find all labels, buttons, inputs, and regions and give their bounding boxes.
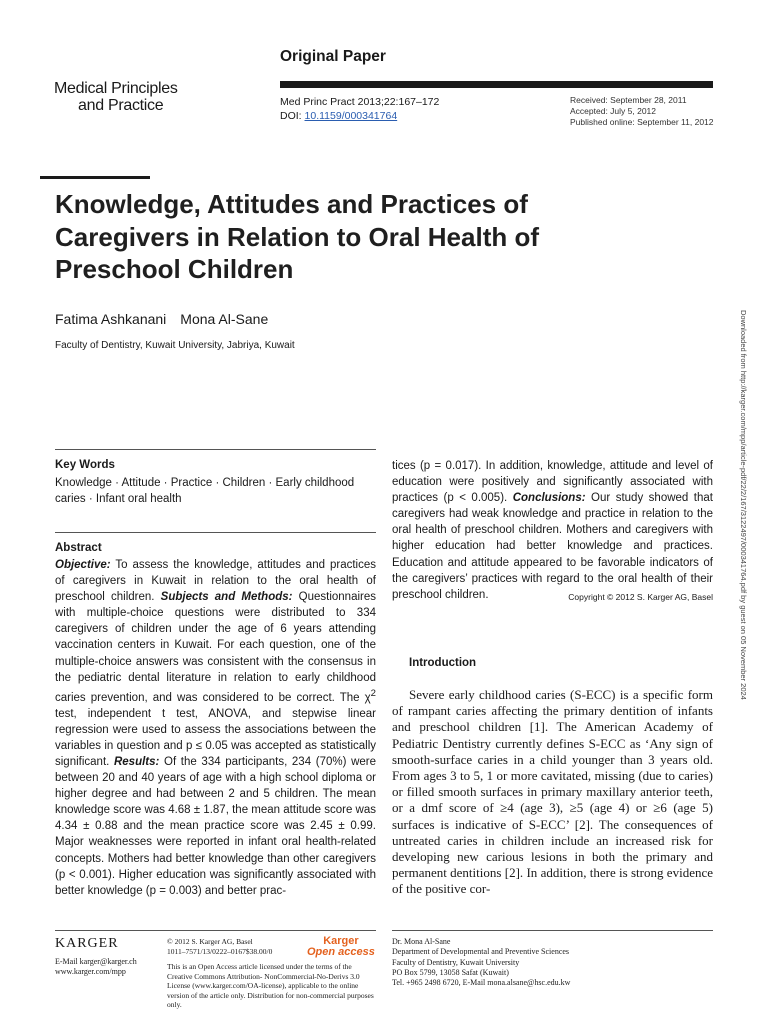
results-text: Of the 334 participants, 234 (70%) were between 20 and 40 years of age with a high school diploma or higher degree and had between 2 and 5 children. The mean knowledge score was 4.68 ± 1.87, the mean attitude score was 4.34 ± 0.88 and the mean practice score was 2.45 ± 0.99. Major weaknesses were reported in infant oral health-related concepts. Mothers had better knowledge than other caregivers (p < 0.001). Higher education was significantly associated with better knowledge (p = 0.003) and better prac- — [55, 755, 376, 897]
article-title: Knowledge, Attitudes and Practices of Caregivers in Relation to Oral Health of Preschool Children — [55, 189, 539, 284]
open-access-logo — [307, 936, 375, 958]
results-label: Results: — [113, 755, 160, 768]
doi-prefix: DOI: — [280, 110, 305, 122]
methods-label: Subjects and Methods: — [160, 591, 293, 604]
doi-line — [280, 109, 439, 123]
correspondence-line: PO Box 5799, 13058 Safat (Kuwait) — [392, 967, 509, 977]
introduction-text: Severe early childhood caries (S-ECC) is a specific form of rampant caries affecting the primary dentition of infants and preschool children [1]. The American Academy of Pediatric Dentistry currently defines S-ECC as ‘Any sign of smooth-surface caries in a child younger than 3 years old. From ages 3 to 5, 1 or more cavitated, missing (due to caries) or filled smooth surfaces in primary maxillary anterior teeth, or a dmf score of ≥4 (age 3), ≥5 (age 4) or ≥6 (age 5) surfaces is indicative of S-ECC’ [2]. The consequences of untreated caries in children include an increased risk for developing new carious lesions in both the primary and permanent dentitions [2]. In addition, there is strong evidence of the positive cor- — [392, 687, 713, 897]
header-rule — [280, 81, 713, 88]
title-rule — [40, 176, 150, 179]
publisher-website[interactable]: www.karger.com/mpp — [55, 967, 126, 976]
article-dates — [570, 95, 714, 128]
author-name: Fatima Ashkanani — [55, 311, 167, 327]
publisher-contact — [55, 957, 137, 977]
correspondence-line: Dr. Mona Al-Sane — [392, 937, 451, 946]
affiliation: Faculty of Dentistry, Kuwait University, Jabriya, Kuwait — [55, 340, 295, 351]
doi-link[interactable]: 10.1159/000341764 — [304, 110, 398, 122]
author-name: Mona Al-Sane — [180, 311, 269, 327]
keywords-rule — [55, 449, 376, 450]
abstract-copyright: Copyright © 2012 S. Karger AG, Basel — [568, 591, 713, 602]
author-list — [55, 311, 268, 327]
abstract-text-left — [55, 557, 376, 899]
karger-logo: KARGER — [55, 936, 119, 951]
keywords-text: Knowledge · Attitude · Practice · Children · Early childhood caries · Infant oral health — [55, 477, 355, 505]
footer-copyright: © 2012 S. Karger AG, Basel — [167, 937, 253, 946]
footer-issn: 1011–7571/13/0222–0167$38.00/0 — [167, 946, 273, 956]
citation-block — [280, 95, 439, 123]
correspondence-line: Department of Developmental and Preventive Sciences — [392, 947, 570, 957]
received-date: Received: September 28, 2011 — [570, 95, 687, 105]
conclusions-text: Our study showed that caregivers had weak knowledge and practice in relation to the oral health of preschool children. Mothers and caregivers with higher education had better knowledge and practices. Education and attitude appeared to be favorable indicators of the caregivers’ practices with regard to the oral health of their preschool children. — [392, 492, 713, 601]
results-text-cont: tices (p = 0.017). In addition, knowledge, attitude and level of education were positively and significantly associated with practices (p < 0.005). — [392, 460, 713, 505]
open-access-logo-top: Karger — [323, 935, 359, 947]
abstract-heading: Abstract — [55, 542, 102, 554]
journal-logo-line1: Medical Principles — [54, 80, 178, 97]
open-access-logo-bottom: Open access — [307, 946, 375, 958]
methods-text: Questionnaires with multiple-choice questions were distributed to 334 caregivers of children under the age of 6 years attending vaccination centers in Kuwait. For each question, one of the multiple-choice answers was consistent with the consensus in the pediatric dental literature in relation to early childhood caries prevention, and was considered to be correct. The χ — [55, 591, 376, 704]
journal-logo-line2: and Practice — [78, 97, 164, 114]
publisher-email[interactable]: E-Mail karger@karger.ch — [55, 957, 137, 966]
published-date: Published online: September 11, 2012 — [570, 117, 714, 127]
correspondence-line: Faculty of Dentistry, Kuwait University — [392, 957, 520, 967]
methods-text-cont: test, independent t test, ANOVA, and stepwise linear regression were used to assess the associations between the variables in question and p ≤ 0.05 was accepted as statistically significant. — [55, 707, 376, 768]
keywords-heading: Key Words — [55, 459, 115, 471]
objective-label: Objective: — [55, 559, 111, 571]
conclusions-label: Conclusions: — [512, 492, 586, 505]
abstract-rule — [55, 532, 376, 533]
objective-text: To assess the knowledge, attitudes and practices of caregivers in Kuwait in relation to the oral health of preschool children. — [55, 559, 376, 604]
download-note-text: Downloaded from http://karger.com/mpp/article-pdf/22/2/167/3122497/000341764.pdf by guest on 05 November 2024 — [739, 310, 748, 700]
journal-logo — [54, 80, 178, 114]
section-label: Original Paper — [280, 48, 386, 65]
introduction-heading: Introduction — [409, 657, 477, 669]
accepted-date: Accepted: July 5, 2012 — [570, 106, 657, 116]
correspondence-line: Tel. +965 2498 6720, E-Mail mona.alsane@hsc.edu.kw — [392, 978, 571, 988]
footer-rule — [392, 930, 713, 931]
citation: Med Princ Pract 2013;22:167–172 — [280, 96, 440, 108]
download-side-note — [738, 310, 748, 770]
chi-square-superscript: 2 — [370, 687, 376, 699]
correspondence-block — [392, 937, 570, 988]
license-text: This is an Open Access article licensed under the terms of the Creative Commons Attribution- NonCommercial-No-Derivs 3.0 License (www.karger.com/OA-license), applicable to the online version of the article only. Distribution for non-commercial purposes only. — [167, 962, 374, 1009]
abstract-text-right — [392, 458, 713, 605]
footer-rule — [55, 930, 376, 931]
